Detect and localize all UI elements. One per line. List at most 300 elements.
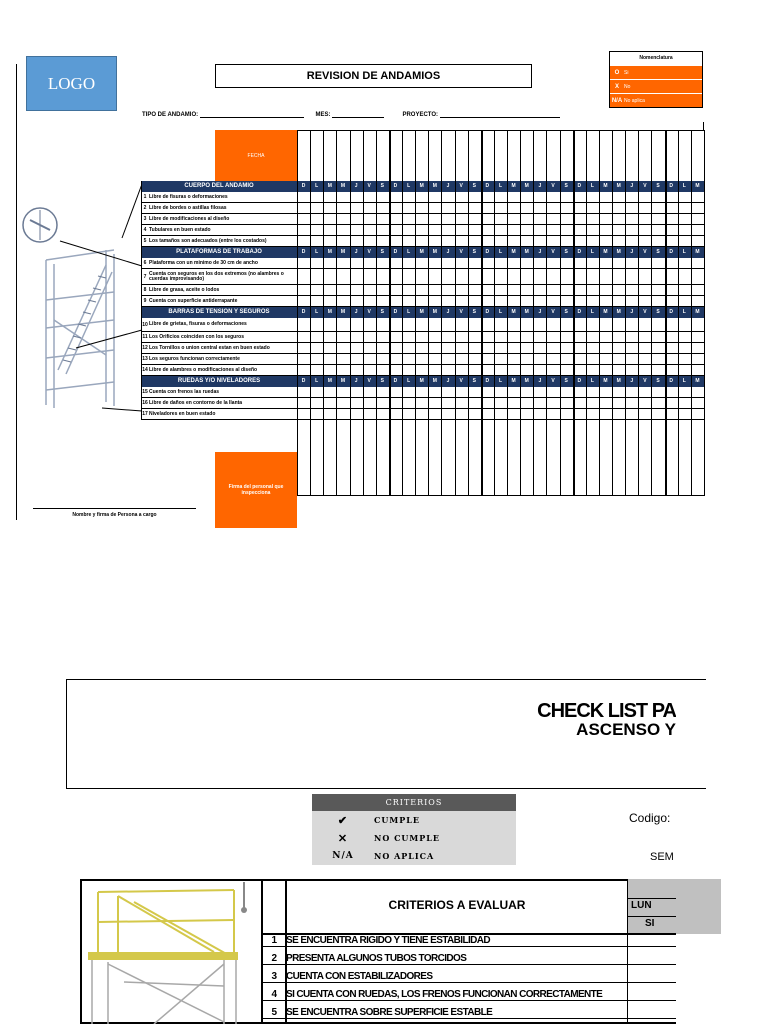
check-cell[interactable] bbox=[481, 343, 494, 353]
check-cell[interactable] bbox=[389, 365, 402, 375]
check-cell[interactable] bbox=[428, 398, 441, 408]
check-cell[interactable] bbox=[638, 387, 651, 397]
check-cell[interactable] bbox=[376, 318, 389, 331]
check-cell[interactable] bbox=[350, 296, 363, 306]
check-cell[interactable] bbox=[533, 285, 546, 295]
check-cell[interactable] bbox=[363, 285, 376, 295]
check-cell[interactable] bbox=[468, 409, 481, 419]
check-cell[interactable] bbox=[455, 343, 468, 353]
check-cell[interactable] bbox=[507, 285, 520, 295]
check-cell[interactable] bbox=[494, 203, 507, 213]
check-cell[interactable] bbox=[520, 332, 533, 342]
check-cell[interactable] bbox=[560, 225, 573, 235]
check-cell[interactable] bbox=[336, 203, 349, 213]
check-cell[interactable] bbox=[428, 365, 441, 375]
check-cell[interactable] bbox=[455, 354, 468, 364]
check-cell[interactable] bbox=[363, 354, 376, 364]
check-cell[interactable] bbox=[323, 225, 336, 235]
check-cell[interactable] bbox=[573, 214, 586, 224]
check-cell[interactable] bbox=[481, 354, 494, 364]
check-cell[interactable] bbox=[494, 409, 507, 419]
check-cell[interactable] bbox=[455, 387, 468, 397]
check-cell[interactable] bbox=[586, 296, 599, 306]
check-cell[interactable] bbox=[323, 409, 336, 419]
check-cell[interactable] bbox=[402, 258, 415, 268]
check-cell[interactable] bbox=[494, 365, 507, 375]
check-cell[interactable] bbox=[533, 409, 546, 419]
check-cell[interactable] bbox=[310, 258, 323, 268]
check-cell[interactable] bbox=[336, 343, 349, 353]
check-cell[interactable] bbox=[651, 236, 664, 246]
check-cell[interactable] bbox=[310, 296, 323, 306]
check-cell[interactable] bbox=[691, 387, 704, 397]
check-cell[interactable] bbox=[546, 236, 559, 246]
check-cell[interactable] bbox=[389, 192, 402, 202]
check-cell[interactable] bbox=[363, 214, 376, 224]
check-cell[interactable] bbox=[560, 332, 573, 342]
check-cell[interactable] bbox=[520, 236, 533, 246]
check-cell[interactable] bbox=[441, 332, 454, 342]
check-cell[interactable] bbox=[665, 192, 678, 202]
check-cell[interactable] bbox=[533, 387, 546, 397]
check-cell[interactable] bbox=[468, 387, 481, 397]
check-cell[interactable] bbox=[586, 285, 599, 295]
check-cell[interactable] bbox=[336, 192, 349, 202]
check-cell[interactable] bbox=[350, 203, 363, 213]
check-cell[interactable] bbox=[363, 296, 376, 306]
check-cell[interactable] bbox=[481, 258, 494, 268]
check-cell[interactable] bbox=[560, 398, 573, 408]
check-cell[interactable] bbox=[415, 365, 428, 375]
check-cell[interactable] bbox=[468, 398, 481, 408]
check-cell[interactable] bbox=[533, 365, 546, 375]
check-cell[interactable] bbox=[546, 269, 559, 284]
check-cell[interactable] bbox=[336, 296, 349, 306]
check-cell[interactable] bbox=[441, 343, 454, 353]
check-cell[interactable] bbox=[310, 236, 323, 246]
check-cell[interactable] bbox=[691, 354, 704, 364]
check-cell[interactable] bbox=[363, 236, 376, 246]
check-cell[interactable] bbox=[638, 192, 651, 202]
check-cell[interactable] bbox=[310, 365, 323, 375]
check-cell[interactable] bbox=[546, 354, 559, 364]
check-cell[interactable] bbox=[376, 192, 389, 202]
check-cell[interactable] bbox=[376, 258, 389, 268]
check-cell[interactable] bbox=[350, 285, 363, 295]
check-cell[interactable] bbox=[546, 258, 559, 268]
check-cell[interactable] bbox=[533, 296, 546, 306]
check-cell[interactable] bbox=[625, 192, 638, 202]
check-cell[interactable] bbox=[481, 332, 494, 342]
check-cell[interactable] bbox=[560, 365, 573, 375]
check-cell[interactable] bbox=[651, 296, 664, 306]
check-cell[interactable] bbox=[612, 285, 625, 295]
check-cell[interactable] bbox=[402, 214, 415, 224]
check-cell[interactable] bbox=[612, 258, 625, 268]
check-cell[interactable] bbox=[441, 269, 454, 284]
check-cell[interactable] bbox=[297, 354, 310, 364]
check-cell[interactable] bbox=[546, 332, 559, 342]
check-cell[interactable] bbox=[415, 387, 428, 397]
check-cell[interactable] bbox=[389, 332, 402, 342]
check-cell[interactable] bbox=[455, 398, 468, 408]
check-cell[interactable] bbox=[651, 225, 664, 235]
check-cell[interactable] bbox=[507, 192, 520, 202]
check-cell[interactable] bbox=[665, 236, 678, 246]
check-cell[interactable] bbox=[678, 236, 691, 246]
check-cell[interactable] bbox=[651, 387, 664, 397]
check-cell[interactable] bbox=[638, 343, 651, 353]
check-cell[interactable] bbox=[441, 398, 454, 408]
check-cell[interactable] bbox=[494, 343, 507, 353]
check-cell[interactable] bbox=[573, 203, 586, 213]
check-cell[interactable] bbox=[297, 398, 310, 408]
check-cell[interactable] bbox=[481, 225, 494, 235]
check-cell[interactable] bbox=[573, 354, 586, 364]
check-cell[interactable] bbox=[350, 269, 363, 284]
check-cell[interactable] bbox=[691, 203, 704, 213]
check-cell[interactable] bbox=[599, 343, 612, 353]
check-cell[interactable] bbox=[441, 387, 454, 397]
check-cell[interactable] bbox=[297, 365, 310, 375]
check-cell[interactable] bbox=[428, 318, 441, 331]
check-cell[interactable] bbox=[336, 354, 349, 364]
check-cell[interactable] bbox=[481, 387, 494, 397]
check-cell[interactable] bbox=[533, 354, 546, 364]
check-cell[interactable] bbox=[599, 203, 612, 213]
check-cell[interactable] bbox=[415, 409, 428, 419]
check-cell[interactable] bbox=[376, 203, 389, 213]
check-cell[interactable] bbox=[350, 258, 363, 268]
check-cell[interactable] bbox=[376, 387, 389, 397]
check-cell[interactable] bbox=[586, 269, 599, 284]
check-cell[interactable] bbox=[599, 354, 612, 364]
check-cell[interactable] bbox=[415, 354, 428, 364]
check-cell[interactable] bbox=[336, 387, 349, 397]
check-cell[interactable] bbox=[625, 236, 638, 246]
check-cell[interactable] bbox=[651, 269, 664, 284]
check-cell[interactable] bbox=[599, 192, 612, 202]
check-cell[interactable] bbox=[520, 318, 533, 331]
check-cell[interactable] bbox=[402, 225, 415, 235]
check-cell[interactable] bbox=[533, 214, 546, 224]
check-cell[interactable] bbox=[651, 365, 664, 375]
check-cell[interactable] bbox=[428, 225, 441, 235]
check-cell[interactable] bbox=[494, 214, 507, 224]
check-cell[interactable] bbox=[415, 214, 428, 224]
check-cell[interactable] bbox=[546, 192, 559, 202]
check-cell[interactable] bbox=[441, 285, 454, 295]
check-cell[interactable] bbox=[376, 225, 389, 235]
check-cell[interactable] bbox=[336, 258, 349, 268]
check-cell[interactable] bbox=[350, 192, 363, 202]
check-cell[interactable] bbox=[573, 398, 586, 408]
check-cell[interactable] bbox=[573, 387, 586, 397]
check-cell[interactable] bbox=[651, 332, 664, 342]
check-cell[interactable] bbox=[678, 387, 691, 397]
check-cell[interactable] bbox=[402, 285, 415, 295]
check-cell[interactable] bbox=[441, 365, 454, 375]
check-cell[interactable] bbox=[625, 258, 638, 268]
check-cell[interactable] bbox=[376, 214, 389, 224]
check-cell[interactable] bbox=[612, 398, 625, 408]
check-cell[interactable] bbox=[651, 354, 664, 364]
check-cell[interactable] bbox=[560, 318, 573, 331]
check-cell[interactable] bbox=[336, 214, 349, 224]
check-cell[interactable] bbox=[612, 203, 625, 213]
check-cell[interactable] bbox=[481, 296, 494, 306]
check-cell[interactable] bbox=[376, 409, 389, 419]
check-cell[interactable] bbox=[560, 409, 573, 419]
check-cell[interactable] bbox=[389, 296, 402, 306]
check-cell[interactable] bbox=[363, 318, 376, 331]
check-cell[interactable] bbox=[297, 387, 310, 397]
check-cell[interactable] bbox=[546, 285, 559, 295]
check-cell[interactable] bbox=[546, 365, 559, 375]
check-cell[interactable] bbox=[389, 236, 402, 246]
check-cell[interactable] bbox=[428, 387, 441, 397]
check-cell[interactable] bbox=[625, 203, 638, 213]
check-cell[interactable] bbox=[455, 258, 468, 268]
check-cell[interactable] bbox=[560, 387, 573, 397]
check-cell[interactable] bbox=[612, 225, 625, 235]
check-cell[interactable] bbox=[678, 225, 691, 235]
check-cell[interactable] bbox=[415, 285, 428, 295]
check-cell[interactable] bbox=[468, 354, 481, 364]
check-cell[interactable] bbox=[599, 387, 612, 397]
check-cell[interactable] bbox=[441, 318, 454, 331]
check-cell[interactable] bbox=[599, 225, 612, 235]
check-cell[interactable] bbox=[350, 332, 363, 342]
check-cell[interactable] bbox=[441, 203, 454, 213]
check-cell[interactable] bbox=[481, 214, 494, 224]
check-cell[interactable] bbox=[520, 225, 533, 235]
check-cell[interactable] bbox=[665, 409, 678, 419]
check-cell[interactable] bbox=[415, 332, 428, 342]
check-cell[interactable] bbox=[494, 236, 507, 246]
check-cell[interactable] bbox=[402, 318, 415, 331]
check-cell[interactable] bbox=[599, 236, 612, 246]
check-cell[interactable] bbox=[546, 409, 559, 419]
check-cell[interactable] bbox=[389, 225, 402, 235]
check-cell[interactable] bbox=[520, 258, 533, 268]
check-cell[interactable] bbox=[638, 203, 651, 213]
check-cell[interactable] bbox=[415, 258, 428, 268]
check-cell[interactable] bbox=[691, 192, 704, 202]
check-cell[interactable] bbox=[389, 318, 402, 331]
check-cell[interactable] bbox=[546, 343, 559, 353]
check-cell[interactable] bbox=[625, 296, 638, 306]
check-cell[interactable] bbox=[599, 365, 612, 375]
mes-field[interactable] bbox=[332, 117, 384, 118]
check-cell[interactable] bbox=[533, 269, 546, 284]
check-cell[interactable] bbox=[612, 365, 625, 375]
check-cell[interactable] bbox=[323, 258, 336, 268]
check-cell[interactable] bbox=[481, 269, 494, 284]
check-cell[interactable] bbox=[678, 409, 691, 419]
check-cell[interactable] bbox=[455, 409, 468, 419]
check-cell[interactable] bbox=[376, 365, 389, 375]
check-cell[interactable] bbox=[376, 398, 389, 408]
check-cell[interactable] bbox=[560, 285, 573, 295]
check-cell[interactable] bbox=[481, 285, 494, 295]
check-cell[interactable] bbox=[533, 192, 546, 202]
check-cell[interactable] bbox=[573, 296, 586, 306]
check-cell[interactable] bbox=[297, 203, 310, 213]
check-cell[interactable] bbox=[651, 203, 664, 213]
check-cell[interactable] bbox=[586, 387, 599, 397]
check-cell[interactable] bbox=[323, 318, 336, 331]
check-cell[interactable] bbox=[665, 365, 678, 375]
check-cell[interactable] bbox=[428, 343, 441, 353]
check-cell[interactable] bbox=[612, 354, 625, 364]
check-cell[interactable] bbox=[455, 318, 468, 331]
check-cell[interactable] bbox=[638, 318, 651, 331]
check-cell[interactable] bbox=[691, 332, 704, 342]
check-cell[interactable] bbox=[507, 203, 520, 213]
check-cell[interactable] bbox=[455, 365, 468, 375]
check-cell[interactable] bbox=[533, 225, 546, 235]
check-cell[interactable] bbox=[507, 258, 520, 268]
check-cell[interactable] bbox=[494, 387, 507, 397]
check-cell[interactable] bbox=[573, 285, 586, 295]
check-cell[interactable] bbox=[560, 203, 573, 213]
check-cell[interactable] bbox=[612, 387, 625, 397]
check-cell[interactable] bbox=[428, 296, 441, 306]
check-cell[interactable] bbox=[691, 225, 704, 235]
check-cell[interactable] bbox=[310, 343, 323, 353]
check-cell[interactable] bbox=[625, 365, 638, 375]
check-cell[interactable] bbox=[625, 285, 638, 295]
check-cell[interactable] bbox=[560, 258, 573, 268]
check-cell[interactable] bbox=[441, 409, 454, 419]
check-cell[interactable] bbox=[560, 354, 573, 364]
check-cell[interactable] bbox=[651, 343, 664, 353]
check-cell[interactable] bbox=[507, 332, 520, 342]
check-cell[interactable] bbox=[376, 269, 389, 284]
check-cell[interactable] bbox=[363, 332, 376, 342]
check-cell[interactable] bbox=[586, 332, 599, 342]
check-cell[interactable] bbox=[455, 192, 468, 202]
check-cell[interactable] bbox=[665, 332, 678, 342]
check-cell[interactable] bbox=[323, 365, 336, 375]
check-cell[interactable] bbox=[402, 387, 415, 397]
check-cell[interactable] bbox=[336, 236, 349, 246]
check-cell[interactable] bbox=[494, 269, 507, 284]
check-cell[interactable] bbox=[336, 409, 349, 419]
check-cell[interactable] bbox=[310, 387, 323, 397]
check-cell[interactable] bbox=[389, 343, 402, 353]
check-cell[interactable] bbox=[560, 296, 573, 306]
check-cell[interactable] bbox=[586, 225, 599, 235]
check-cell[interactable] bbox=[336, 332, 349, 342]
check-cell[interactable] bbox=[612, 214, 625, 224]
check-cell[interactable] bbox=[350, 214, 363, 224]
check-cell[interactable] bbox=[428, 258, 441, 268]
check-cell[interactable] bbox=[560, 214, 573, 224]
check-cell[interactable] bbox=[323, 236, 336, 246]
check-cell[interactable] bbox=[402, 236, 415, 246]
check-cell[interactable] bbox=[455, 296, 468, 306]
check-cell[interactable] bbox=[638, 398, 651, 408]
check-cell[interactable] bbox=[678, 214, 691, 224]
check-cell[interactable] bbox=[612, 343, 625, 353]
check-cell[interactable] bbox=[494, 258, 507, 268]
check-cell[interactable] bbox=[389, 409, 402, 419]
check-cell[interactable] bbox=[599, 214, 612, 224]
check-cell[interactable] bbox=[638, 354, 651, 364]
check-cell[interactable] bbox=[310, 318, 323, 331]
check-cell[interactable] bbox=[678, 296, 691, 306]
check-cell[interactable] bbox=[573, 318, 586, 331]
check-cell[interactable] bbox=[323, 332, 336, 342]
check-cell[interactable] bbox=[678, 285, 691, 295]
check-cell[interactable] bbox=[336, 318, 349, 331]
check-cell[interactable] bbox=[468, 318, 481, 331]
check-cell[interactable] bbox=[665, 225, 678, 235]
check-cell[interactable] bbox=[481, 318, 494, 331]
check-cell[interactable] bbox=[494, 332, 507, 342]
check-cell[interactable] bbox=[665, 354, 678, 364]
check-cell[interactable] bbox=[678, 203, 691, 213]
check-cell[interactable] bbox=[586, 365, 599, 375]
check-cell[interactable] bbox=[468, 365, 481, 375]
check-cell[interactable] bbox=[468, 236, 481, 246]
check-cell[interactable] bbox=[533, 318, 546, 331]
check-cell[interactable] bbox=[494, 318, 507, 331]
check-cell[interactable] bbox=[533, 332, 546, 342]
check-cell[interactable] bbox=[625, 343, 638, 353]
check-cell[interactable] bbox=[481, 192, 494, 202]
check-cell[interactable] bbox=[455, 225, 468, 235]
check-cell[interactable] bbox=[415, 318, 428, 331]
check-cell[interactable] bbox=[415, 236, 428, 246]
check-cell[interactable] bbox=[533, 398, 546, 408]
check-cell[interactable] bbox=[691, 398, 704, 408]
check-cell[interactable] bbox=[573, 343, 586, 353]
check-cell[interactable] bbox=[336, 285, 349, 295]
check-cell[interactable] bbox=[481, 203, 494, 213]
check-cell[interactable] bbox=[507, 354, 520, 364]
check-cell[interactable] bbox=[691, 343, 704, 353]
check-cell[interactable] bbox=[651, 409, 664, 419]
check-cell[interactable] bbox=[297, 296, 310, 306]
check-cell[interactable] bbox=[310, 225, 323, 235]
check-cell[interactable] bbox=[297, 258, 310, 268]
check-cell[interactable] bbox=[323, 269, 336, 284]
check-cell[interactable] bbox=[507, 409, 520, 419]
check-cell[interactable] bbox=[441, 354, 454, 364]
check-cell[interactable] bbox=[376, 236, 389, 246]
check-cell[interactable] bbox=[665, 318, 678, 331]
check-cell[interactable] bbox=[625, 214, 638, 224]
check-cell[interactable] bbox=[402, 409, 415, 419]
check-cell[interactable] bbox=[310, 332, 323, 342]
check-cell[interactable] bbox=[520, 409, 533, 419]
check-cell[interactable] bbox=[533, 258, 546, 268]
check-cell[interactable] bbox=[336, 225, 349, 235]
check-cell[interactable] bbox=[310, 269, 323, 284]
check-cell[interactable] bbox=[546, 398, 559, 408]
check-cell[interactable] bbox=[415, 225, 428, 235]
check-cell[interactable] bbox=[428, 285, 441, 295]
check-cell[interactable] bbox=[389, 354, 402, 364]
check-cell[interactable] bbox=[533, 343, 546, 353]
check-cell[interactable] bbox=[428, 192, 441, 202]
check-cell[interactable] bbox=[481, 398, 494, 408]
check-cell[interactable] bbox=[638, 236, 651, 246]
check-cell[interactable] bbox=[507, 214, 520, 224]
